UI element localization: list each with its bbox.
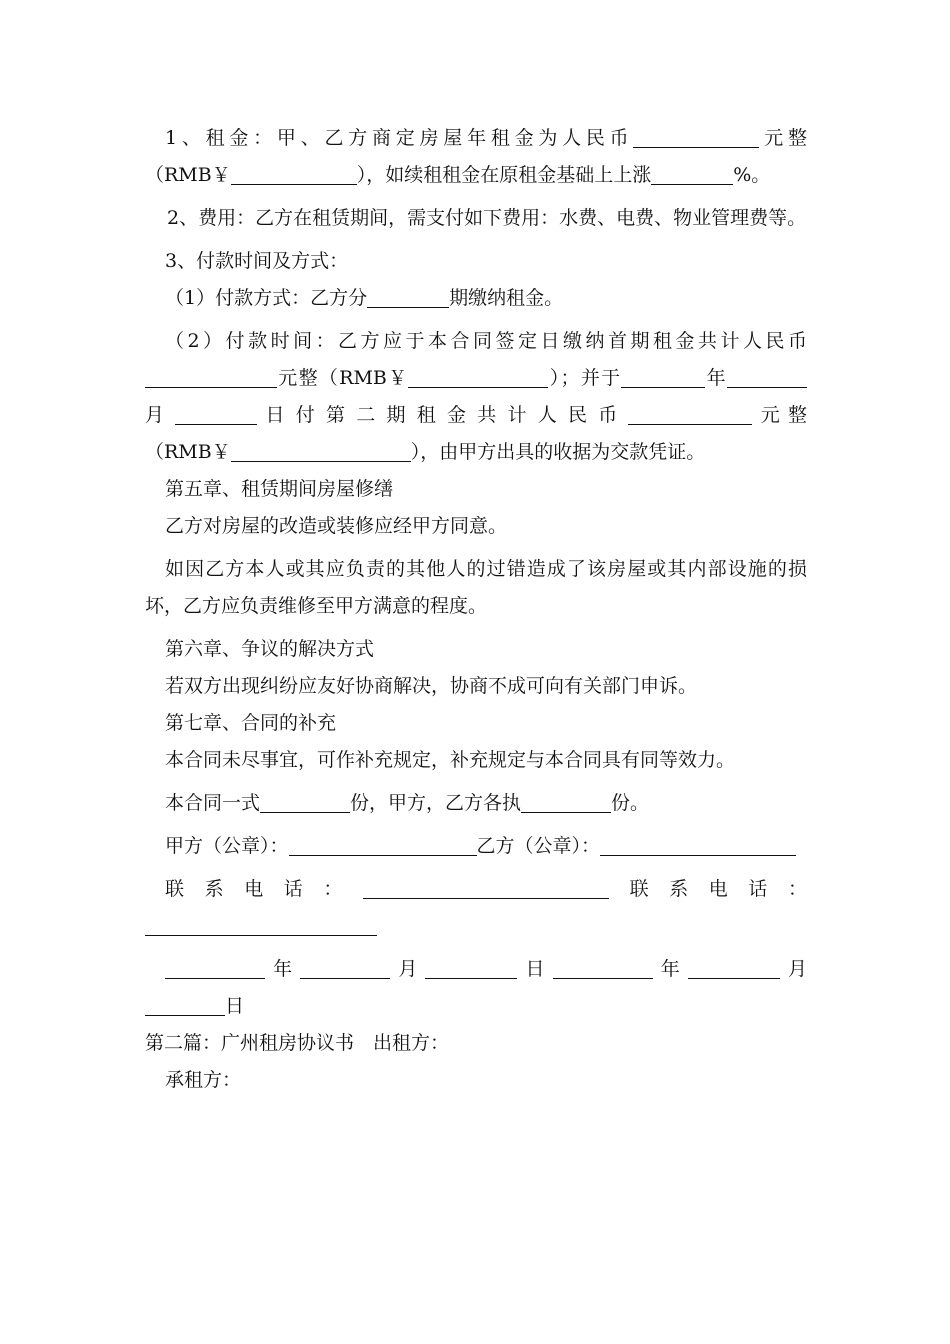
second-payment-unit: 元整 (752, 404, 807, 426)
fees-clause: 2、费用：乙方在租赁期间，需支付如下费用：水费、电费、物业管理费等。 (167, 207, 807, 229)
second-rmb-label: （RMB￥ (145, 441, 231, 463)
increase-percent-blank[interactable] (651, 164, 733, 185)
party-a-year-blank[interactable] (165, 958, 265, 979)
phone-line (145, 871, 807, 945)
day-blank[interactable] (175, 404, 257, 425)
party-b-seal-label: 乙方（公章）： (476, 835, 601, 857)
party-b-year-label: 年 (652, 958, 688, 980)
chapter-5-para-2: 如因乙方本人或其应负责的其他人的过错造成了该房屋或其内部设施的损坏，乙方应负责维修至甲方满意的程度。 (145, 558, 807, 617)
rent-text: 1、租金：甲、乙方商定房屋年租金为人民币 (165, 127, 634, 149)
payment-method-text: （1）付款方式：乙方分 (165, 287, 368, 309)
receipt-text: ），由甲方出具的收据为交款凭证。 (410, 441, 706, 463)
first-payment-blank[interactable] (145, 367, 277, 388)
second-rmb-blank[interactable] (231, 441, 411, 462)
installments-blank[interactable] (367, 287, 449, 308)
copies-each-text: 份，甲方，乙方各执 (350, 792, 522, 814)
copies-total-blank[interactable] (260, 792, 350, 813)
second-payment-amount-text: 日付第二期租金共计人民币 (257, 404, 629, 426)
year-label: 年 (705, 367, 727, 389)
payment-time (145, 323, 807, 471)
party-b-day-label: 日 (225, 995, 245, 1017)
party-b-seal-blank[interactable] (600, 835, 796, 856)
rmb-group (145, 164, 357, 186)
copies-text: 本合同一式 (165, 792, 261, 814)
chapter-7-para-1: 本合同未尽事宜，可作补充规定，补充规定与本合同具有同等效力。 (165, 749, 736, 771)
party-a-phone-blank[interactable] (363, 878, 609, 899)
year-blank[interactable] (621, 367, 705, 388)
party-a-month-label: 月 (390, 958, 426, 980)
party-b-year-blank[interactable] (553, 958, 653, 979)
chapter-6-para-1: 若双方出现纠纷应友好协商解决，协商不成可向有关部门申诉。 (165, 675, 698, 697)
party-b-month-blank[interactable] (688, 958, 780, 979)
party-a-year-label: 年 (265, 958, 301, 980)
rent-clause (145, 120, 807, 194)
party-a-phone-label: 联系电话： (165, 878, 363, 900)
payment-method (145, 280, 807, 317)
party-b-month-label: 月 (779, 958, 807, 980)
month-blank[interactable] (727, 367, 807, 388)
date-line (145, 951, 807, 1025)
second-document-title: 第二篇：广州租房协议书 出租方： (145, 1032, 450, 1054)
chapter-5-title: 第五章、租赁期间房屋修缮 (165, 478, 394, 500)
copies-each-blank[interactable] (521, 792, 611, 813)
second-payment-text: ）；并于 (548, 367, 622, 389)
first-payment-rmb-blank[interactable] (408, 367, 548, 388)
chapter-6-title: 第六章、争议的解决方式 (165, 638, 375, 660)
percent-group (651, 164, 770, 186)
seal-line (145, 828, 807, 865)
tenant-label: 承租方： (165, 1069, 242, 1091)
percent-sign: %。 (733, 164, 771, 186)
party-a-day-blank[interactable] (425, 958, 517, 979)
second-rmb-group (145, 441, 411, 463)
party-a-seal-blank[interactable] (289, 835, 477, 856)
payment-method-tail: 期缴纳租金。 (449, 287, 564, 309)
second-payment-blank[interactable] (628, 404, 752, 425)
party-b-phone-label: 联系电话： (609, 878, 807, 900)
payment-time-text: （2）付款时间：乙方应于本合同签定日缴纳首期租金共计人民币 (165, 330, 807, 352)
first-payment-unit: 元整（RMB￥ (277, 367, 409, 389)
rmb-label: （RMB￥ (145, 164, 231, 186)
party-a-seal-label: 甲方（公章）： (165, 835, 289, 857)
party-b-day-blank[interactable] (145, 995, 225, 1016)
chapter-5-para-1: 乙方对房屋的改造或装修应经甲方同意。 (165, 515, 508, 537)
rent-amount-blank[interactable] (633, 127, 759, 148)
payment-heading: 3、付款时间及方式： (165, 250, 349, 272)
copies-tail: 份。 (611, 792, 650, 814)
rmb-amount-blank[interactable] (231, 164, 357, 185)
party-a-month-blank[interactable] (300, 958, 390, 979)
rent-unit: 元整 (759, 127, 807, 149)
month-label: 月 (145, 404, 176, 426)
party-a-day-label: 日 (517, 958, 553, 980)
day-group (145, 995, 244, 1017)
party-b-phone-blank[interactable] (145, 915, 377, 936)
rent-increase-text: ），如续租租金在原租金基础上上涨 (356, 164, 652, 186)
copies-line (145, 785, 807, 822)
document-page (145, 120, 807, 1099)
chapter-7-title: 第七章、合同的补充 (165, 712, 337, 734)
